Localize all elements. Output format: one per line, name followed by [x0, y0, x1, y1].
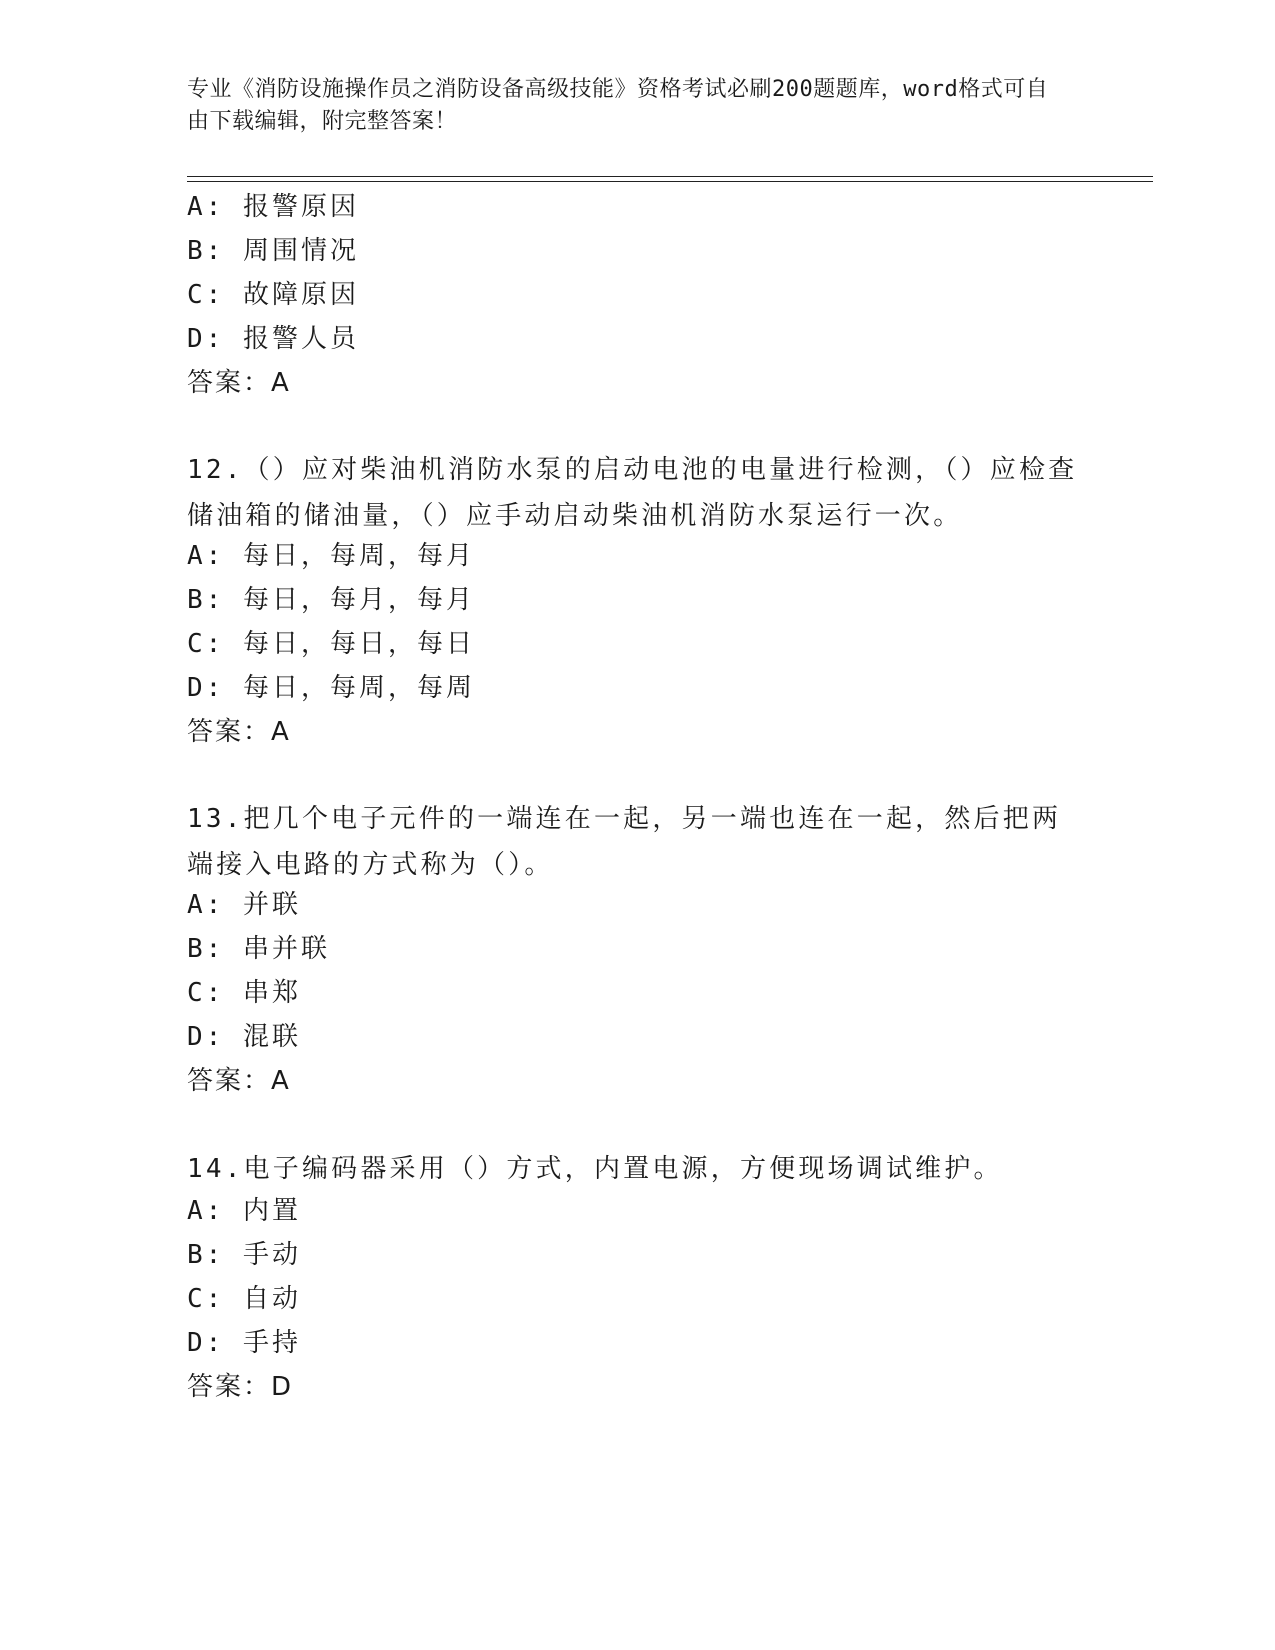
q13-answer: 答案：A [187, 1066, 291, 1096]
q12-option-a: A: 每日，每周，每月 [187, 541, 475, 571]
q11-option-d: D: 报警人员 [187, 324, 359, 354]
q12-option-b: B: 每日，每月，每月 [187, 585, 475, 615]
q12-answer: 答案：A [187, 717, 291, 747]
q14-option-a: A: 内置 [187, 1196, 301, 1226]
q12-option-c: C: 每日，每日，每日 [187, 629, 475, 659]
q13-option-a: A: 并联 [187, 890, 301, 920]
document-header: 专业《消防设施操作员之消防设备高级技能》资格考试必刷200题题库，word格式可自由下载编辑，附完整答案！ [187, 77, 1049, 134]
q14-option-b: B: 手动 [187, 1240, 301, 1270]
q11-option-b: B: 周围情况 [187, 236, 359, 266]
q14-option-d: D: 手持 [187, 1328, 301, 1358]
q14-option-c: C: 自动 [187, 1284, 301, 1314]
q12-stem: 12.（）应对柴油机消防水泵的启动电池的电量进行检测，（）应检查储油箱的储油量，（）应手动启动柴油机消防水泵运行一次。 [187, 455, 1078, 531]
q14-stem: 14.电子编码器采用（）方式，内置电源，方便现场调试维护。 [187, 1154, 1003, 1184]
q13-stem: 13.把几个电子元件的一端连在一起，另一端也连在一起，然后把两端接入电路的方式称为（）。 [187, 804, 1062, 880]
header-divider-top [187, 176, 1153, 177]
q14-answer: 答案：D [187, 1372, 294, 1402]
q13-option-c: C: 串郑 [187, 978, 301, 1008]
header-divider-bottom [187, 181, 1153, 182]
q12-option-d: D: 每日，每周，每周 [187, 673, 475, 703]
q11-answer: 答案：A [187, 368, 291, 398]
q13-option-d: D: 混联 [187, 1022, 301, 1052]
q13-option-b: B: 串并联 [187, 934, 330, 964]
q11-option-c: C: 故障原因 [187, 280, 359, 310]
q11-option-a: A: 报警原因 [187, 192, 359, 222]
